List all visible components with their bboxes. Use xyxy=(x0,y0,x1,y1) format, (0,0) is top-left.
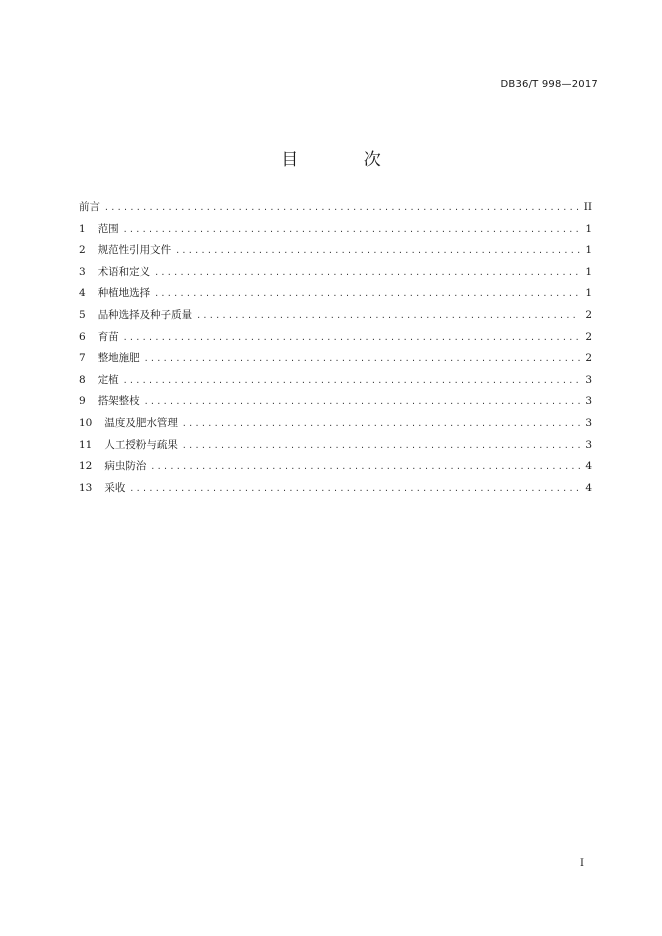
toc-leader-dots xyxy=(182,439,580,453)
toc-entry-page: 3 xyxy=(585,373,592,386)
toc-leader-dots xyxy=(196,309,580,323)
toc-leader-dots xyxy=(144,395,580,409)
toc-entry-page: 4 xyxy=(585,481,592,494)
toc-entry-page: 1 xyxy=(585,222,592,235)
toc-entry-number: 11 xyxy=(79,438,93,451)
toc-entry-label: 前言 xyxy=(79,201,100,213)
toc-leader-dots xyxy=(104,201,580,215)
toc-entry-page: 3 xyxy=(585,438,592,451)
toc-entry-number: 13 xyxy=(79,481,93,494)
toc-entry-label: 整地施肥 xyxy=(97,352,140,365)
toc-entry[interactable] xyxy=(79,265,592,287)
toc-entry-page: 4 xyxy=(585,460,592,473)
toc-entry[interactable] xyxy=(79,438,592,460)
toc-leader-dots xyxy=(123,223,580,237)
toc-leader-dots xyxy=(154,287,580,301)
toc-leader-dots xyxy=(154,266,580,280)
toc-leader-dots xyxy=(123,374,580,388)
toc-entry-label: 种植地选择 xyxy=(97,287,151,300)
table-of-contents xyxy=(79,200,592,502)
page-title: 目 次 xyxy=(281,150,411,170)
toc-entry-number: 9 xyxy=(79,395,86,408)
toc-leader-dots xyxy=(144,352,580,366)
toc-entry-foreword[interactable] xyxy=(79,200,592,222)
document-code: DB36/T 998—2017 xyxy=(500,79,598,90)
toc-entry[interactable] xyxy=(79,394,592,416)
toc-entry[interactable] xyxy=(79,286,592,308)
toc-entry[interactable] xyxy=(79,330,592,352)
toc-entry[interactable] xyxy=(79,459,592,481)
toc-entry-label: 病虫防治 xyxy=(104,460,147,473)
toc-entry-page: 1 xyxy=(585,287,592,300)
toc-leader-dots xyxy=(182,417,580,431)
toc-entry[interactable] xyxy=(79,308,592,330)
toc-entry-page: 3 xyxy=(585,395,592,408)
toc-entry-page: 2 xyxy=(585,330,592,343)
toc-entry-page: 1 xyxy=(585,265,592,278)
toc-entry-page: 2 xyxy=(585,352,592,365)
toc-leader-dots xyxy=(150,460,580,474)
toc-entry-number: 1 xyxy=(79,222,86,235)
toc-entry-page: 1 xyxy=(585,244,592,257)
toc-entry-label: 温度及肥水管理 xyxy=(104,416,178,429)
toc-entry-number: 8 xyxy=(79,373,86,386)
page-number: I xyxy=(580,858,584,869)
toc-entry-number: 10 xyxy=(79,416,93,429)
toc-entry-label: 育苗 xyxy=(97,330,119,343)
toc-entry-label: 人工授粉与疏果 xyxy=(104,438,178,451)
toc-entry[interactable] xyxy=(79,243,592,265)
toc-entry[interactable] xyxy=(79,351,592,373)
toc-entry-page: II xyxy=(583,201,592,213)
toc-entry-label: 规范性引用文件 xyxy=(97,244,172,257)
toc-entry-number: 5 xyxy=(79,308,86,321)
toc-entry-number: 12 xyxy=(79,460,93,473)
toc-entry-label: 搭架整枝 xyxy=(97,395,140,408)
toc-entry-label: 术语和定义 xyxy=(97,265,151,278)
toc-entry-number: 3 xyxy=(79,265,86,278)
toc-entry-label: 范围 xyxy=(97,222,119,235)
toc-leader-dots xyxy=(129,482,580,496)
toc-leader-dots xyxy=(175,244,580,258)
toc-entry-number: 4 xyxy=(79,287,86,300)
toc-entry-label: 采收 xyxy=(104,481,126,494)
toc-entry-number: 2 xyxy=(79,244,86,257)
toc-leader-dots xyxy=(123,331,580,345)
toc-entry-page: 2 xyxy=(585,308,592,321)
toc-entry[interactable] xyxy=(79,481,592,503)
toc-entry[interactable] xyxy=(79,222,592,244)
toc-entry-number: 7 xyxy=(79,352,86,365)
toc-entry-number: 6 xyxy=(79,330,86,343)
toc-entry[interactable] xyxy=(79,416,592,438)
toc-entry-label: 品种选择及种子质量 xyxy=(97,308,193,321)
toc-entry-page: 3 xyxy=(585,416,592,429)
toc-entry-label: 定植 xyxy=(97,373,119,386)
toc-entry[interactable] xyxy=(79,373,592,395)
